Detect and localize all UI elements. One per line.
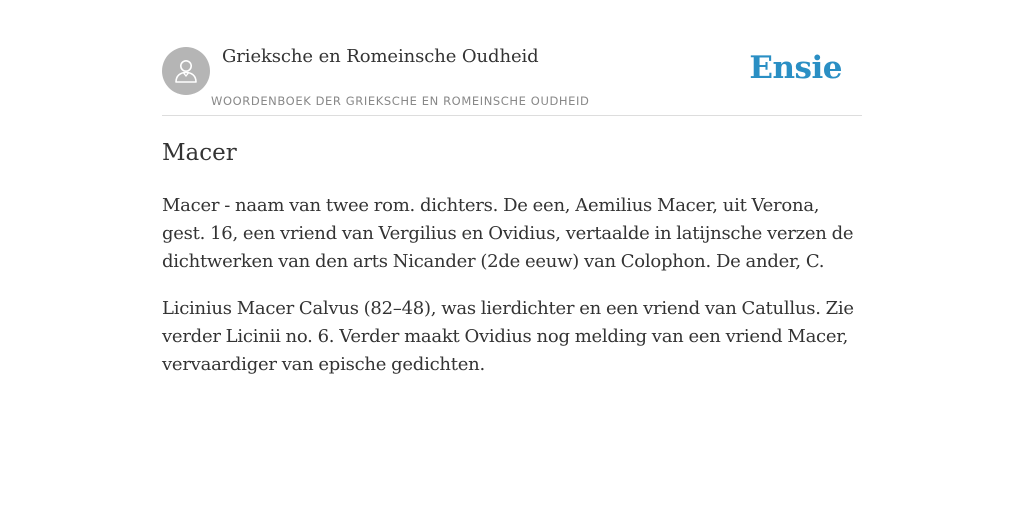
entry-title: Macer — [162, 140, 237, 166]
source-header — [162, 0, 862, 116]
page-container — [162, 0, 862, 375]
user-icon — [172, 57, 200, 85]
source-title[interactable]: Grieksche en Romeinsche Oudheid — [222, 46, 539, 67]
entry-body — [162, 192, 862, 398]
entry-paragraph: Licinius Macer Calvus (82–48), was lierdichter en een vriend van Catullus. Zie verder Licinii no. 6. Verder maakt Ovidius nog melding van een vriend Macer, vervaardiger van epische gedichten. — [162, 298, 854, 375]
source-subtitle[interactable]: WOORDENBOEK DER GRIEKSCHE EN ROMEINSCHE OUDHEID — [211, 94, 590, 108]
source-avatar[interactable] — [162, 47, 210, 95]
entry-paragraph: Macer - naam van twee rom. dichters. De een, Aemilius Macer, uit Verona, gest. 16, een vriend van Vergilius en Ovidius, vertaalde in latijnsche verzen de dichtwerken van den arts Nicander (2de eeuw) van Colophon. De ander, C. — [162, 195, 854, 272]
brand-logo[interactable]: Ensie — [749, 50, 842, 86]
